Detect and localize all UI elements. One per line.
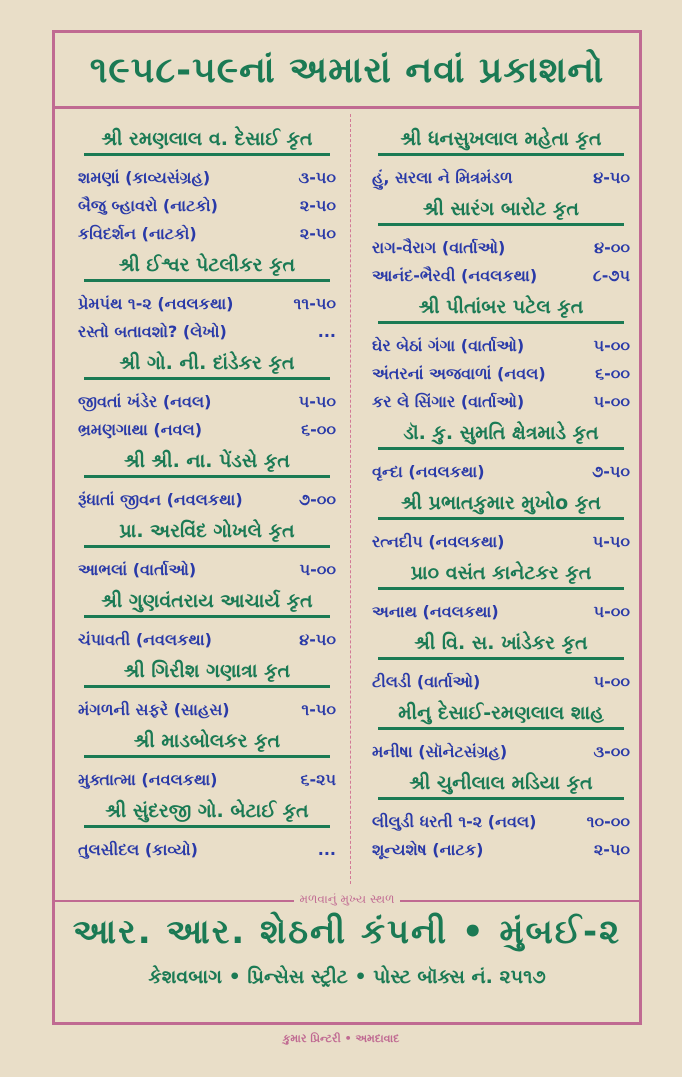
book-title: લીલુડી ધરતી ૧-૨ (નવલ)	[372, 812, 537, 831]
book-row	[372, 808, 630, 836]
book-row	[372, 458, 630, 486]
book-row	[78, 290, 336, 318]
author-group	[78, 590, 336, 654]
book-row	[372, 528, 630, 556]
book-price: ૨-૫૦	[299, 196, 336, 215]
printer-credit: કુમાર પ્રિન્ટરી • અમદાવાદ	[282, 1032, 400, 1045]
book-row	[372, 360, 630, 388]
book-row	[372, 234, 630, 262]
book-row	[78, 486, 336, 514]
page-title: ૧૯૫૮-૫૯નાં અમારાં નવાં પ્રકાશનો	[55, 36, 639, 109]
book-title: અનાથ (નવલકથા)	[372, 602, 499, 621]
author-heading: શ્રી ચુનીલાલ મડિયા કૃત	[378, 772, 624, 800]
book-row	[372, 262, 630, 290]
book-price: ૧૦-૦૦	[586, 812, 630, 831]
author-group	[372, 492, 630, 556]
author-heading: શ્રી માડબોલકર કૃત	[84, 730, 330, 758]
book-title: તુલસીદલ (કાવ્યો)	[78, 840, 198, 859]
book-row	[78, 766, 336, 794]
book-title: વૃન્દા (નવલકથા)	[372, 462, 485, 481]
book-title: અંતરનાં અજવાળાં (નવલ)	[372, 364, 546, 383]
book-title: હું, સરલા ને મિત્રમંડળ	[372, 168, 513, 187]
book-row	[372, 738, 630, 766]
left-column	[78, 124, 336, 870]
author-group	[372, 422, 630, 486]
author-group	[372, 128, 630, 192]
author-group	[78, 254, 336, 346]
book-title: મંગળની સફરે (સાહસ)	[78, 700, 230, 719]
book-row	[372, 598, 630, 626]
author-heading: શ્રી પ્રભાતકુમાર મુખોo કૃત	[378, 492, 624, 520]
book-title: કવિદર્શન (નાટકો)	[78, 224, 197, 243]
book-price: ૪-૫૦	[593, 168, 630, 187]
book-row	[78, 388, 336, 416]
book-price: ૩-૫૦	[298, 168, 336, 187]
author-group	[372, 296, 630, 416]
author-group	[78, 352, 336, 444]
book-title: રત્નદીપ (નવલકથા)	[372, 532, 505, 551]
book-row	[78, 626, 336, 654]
book-price: ૭-૦૦	[298, 490, 336, 509]
book-title: રાગ-વૈરાગ (વાર્તાઓ)	[372, 238, 506, 257]
book-title: ચંપાવતી (નવલકથા)	[78, 630, 212, 649]
author-heading: શ્રી શ્રી. ના. પેંડસે કૃત	[84, 450, 330, 478]
book-title: મનીષા (સૉનેટસંગ્રહ)	[372, 742, 508, 761]
right-column	[372, 124, 630, 870]
author-heading: શ્રી સુંદરજી ગો. બેટાઈ કૃત	[84, 800, 330, 828]
footer-label	[55, 892, 639, 907]
book-price: ૫-૫૦	[592, 532, 630, 551]
book-row	[78, 192, 336, 220]
author-heading: પ્રા૦ વસંત કાનેટકર કૃત	[378, 562, 624, 590]
book-price: ૬-૦૦	[595, 364, 630, 383]
author-heading: શ્રી ગિરીશ ગણાત્રા કૃત	[84, 660, 330, 688]
author-heading: શ્રી પીતાંબર પટેલ કૃત	[378, 296, 624, 324]
author-group	[372, 632, 630, 696]
author-heading: મીનુ દેસાઈ-રમણલાલ શાહ	[378, 702, 624, 730]
footer-label-text: મળવાનું મુખ્ય સ્થળ	[294, 892, 401, 906]
book-title: રસ્તો બતાવશો? (લેખો)	[78, 322, 227, 341]
book-price: ૫-૦૦	[593, 392, 630, 411]
author-heading: ડૉ. કુ. સુમતિ ક્ષેત્રમાડે કૃત	[378, 422, 624, 450]
book-title: રૂંધાતાં જીવન (નવલકથા)	[78, 490, 243, 509]
book-price: ૫-૦૦	[299, 560, 336, 579]
book-title: શમણાં (કાવ્યસંગ્રહ)	[78, 168, 211, 187]
author-group	[78, 450, 336, 514]
author-heading: પ્રા. અરવિંદ ગોખલે કૃત	[84, 520, 330, 548]
book-row	[78, 696, 336, 724]
book-row	[78, 220, 336, 248]
book-title: આભલાં (વાર્તાઓ)	[78, 560, 197, 579]
publisher-address: કેશવબાગ • પ્રિન્સેસ સ્ટ્રીટ • પોસ્ટ બૉક્સ નં. ૨૫૧૭	[148, 966, 546, 988]
book-price: ૪-૫૦	[299, 630, 336, 649]
column-divider	[350, 114, 351, 884]
book-price: ...	[317, 322, 336, 341]
book-price: ૨-૫૦	[593, 840, 630, 859]
book-title: ટીલડી (વાર્તાઓ)	[372, 672, 481, 691]
author-heading: શ્રી વિ. સ. ખાંડેકર કૃત	[378, 632, 624, 660]
author-heading: શ્રી ધનસુખલાલ મહેતા કૃત	[378, 128, 624, 156]
publisher-name: આર. આર. શેઠની કંપની • મુંબઈ-૨	[72, 912, 622, 952]
book-price: ૪-૦૦	[594, 238, 630, 257]
book-price: ...	[317, 840, 336, 859]
book-title: શૂન્યશેષ (નાટક)	[372, 840, 484, 859]
author-group	[372, 772, 630, 864]
book-price: ૨-૫૦	[299, 224, 336, 243]
book-row	[78, 836, 336, 864]
author-group	[372, 562, 630, 626]
author-heading: શ્રી સારંગ બારોટ કૃત	[378, 198, 624, 226]
book-price: ૫-૦૦	[593, 602, 630, 621]
author-group	[78, 660, 336, 724]
book-row	[78, 556, 336, 584]
book-price: ૫-૦૦	[593, 336, 630, 355]
author-group	[372, 198, 630, 290]
book-title: ઘેર બેઠાં ગંગા (વાર્તાઓ)	[372, 336, 525, 355]
author-group	[78, 128, 336, 248]
book-row	[372, 332, 630, 360]
book-title: બૈજુ બ્હાવરો (નાટકો)	[78, 196, 218, 215]
book-title: પ્રેમપંથ ૧-૨ (નવલકથા)	[78, 294, 234, 313]
author-heading: શ્રી ઈશ્વર પેટલીકર કૃત	[84, 254, 330, 282]
book-price: ૭-૫૦	[592, 462, 630, 481]
book-row	[78, 318, 336, 346]
author-heading: શ્રી ગો. ની. દાંડેકર કૃત	[84, 352, 330, 380]
book-price: ૮-૭૫	[592, 266, 630, 285]
book-row	[372, 836, 630, 864]
book-row	[372, 668, 630, 696]
book-price: ૧૧-૫૦	[293, 294, 336, 313]
book-title: ભ્રમણગાથા (નવલ)	[78, 420, 203, 439]
book-price: ૬-૨૫	[300, 770, 336, 789]
author-group	[78, 730, 336, 794]
book-title: જીવતાં ખંડેર (નવલ)	[78, 392, 212, 411]
book-title: કર લે સિંગાર (વાર્તાઓ)	[372, 392, 525, 411]
book-title: મુક્તાત્મા (નવલકથા)	[78, 770, 218, 789]
book-title: આનંદ-ભૈરવી (નવલકથા)	[372, 266, 538, 285]
book-row	[78, 416, 336, 444]
book-row	[78, 164, 336, 192]
book-price: ૬-૦૦	[301, 420, 336, 439]
book-price: ૫-૫૦	[298, 392, 336, 411]
book-price: ૧-૫૦	[301, 700, 336, 719]
book-price: ૩-૦૦	[593, 742, 630, 761]
author-group	[78, 800, 336, 864]
author-heading: શ્રી રમણલાલ વ. દેસાઈ કૃત	[84, 128, 330, 156]
author-group	[372, 702, 630, 766]
book-price: ૫-૦૦	[593, 672, 630, 691]
author-heading: શ્રી ગુણવંતરાય આચાર્ય કૃત	[84, 590, 330, 618]
author-group	[78, 520, 336, 584]
book-row	[372, 388, 630, 416]
book-row	[372, 164, 630, 192]
